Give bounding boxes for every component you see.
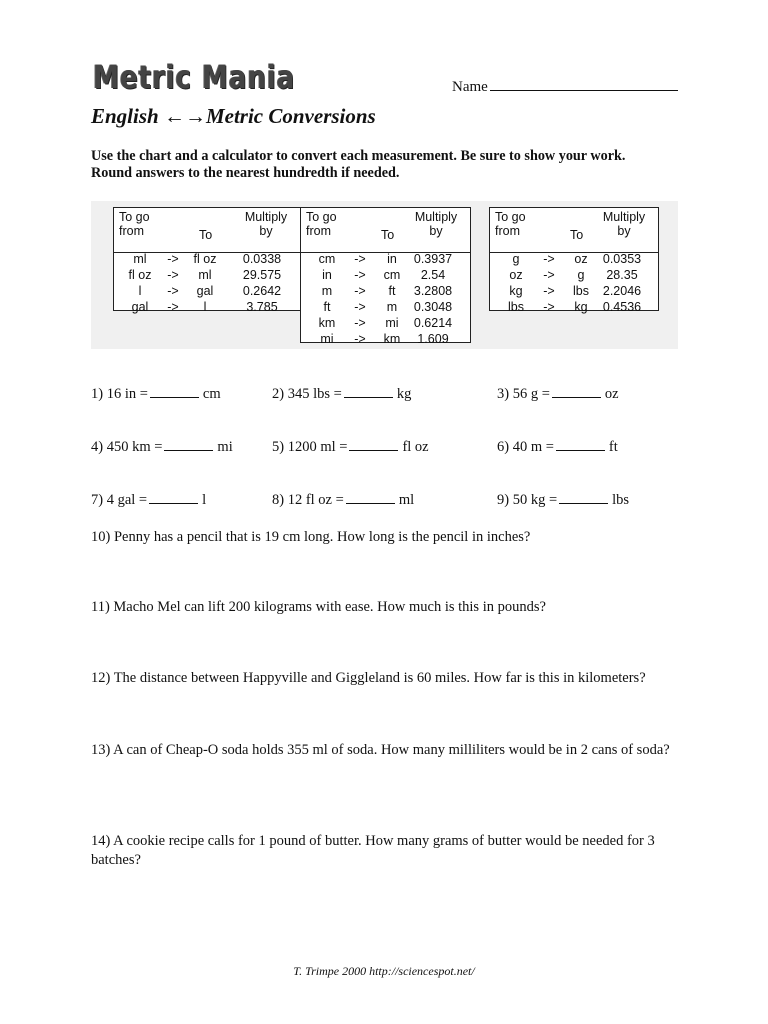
word-problem-13: 13) A can of Cheap-O soda holds 355 ml of soda. How many milliliters would be in 2 cans of soda? <box>91 742 670 758</box>
problem-2: 2) 345 lbs = kg <box>272 386 412 402</box>
problem-6: 6) 40 m = ft <box>497 439 618 455</box>
instructions-line-1: Use the chart and a calculator to convert each measurement. Be sure to show your work. <box>91 148 626 164</box>
table-header <box>301 210 470 253</box>
header-from: To go from <box>495 210 526 238</box>
name-field <box>452 76 678 96</box>
worksheet-logo: Metric Mania <box>93 58 296 96</box>
problem-4: 4) 450 km = mi <box>91 439 233 455</box>
table-row: lbs -> kg 0.4536 <box>508 300 642 314</box>
answer-blank[interactable] <box>556 438 605 451</box>
answer-blank[interactable] <box>344 385 393 398</box>
problem-9: 9) 50 kg = lbs <box>497 492 630 508</box>
answer-blank[interactable] <box>164 438 213 451</box>
header-multiply: Multiply by <box>414 210 458 238</box>
problem-1: 1) 16 in = cm <box>91 386 221 402</box>
table-row: mi -> km 1.609 <box>320 332 449 346</box>
conversion-table-length <box>300 207 471 346</box>
worksheet-title <box>91 104 376 129</box>
word-problem-11: 11) Macho Mel can lift 200 kilograms with ease. How much is this in pounds? <box>91 599 546 615</box>
problem-5: 5) 1200 ml = fl oz <box>272 439 429 455</box>
answer-blank[interactable] <box>150 385 199 398</box>
answer-blank[interactable] <box>149 491 198 504</box>
header-to: To <box>381 228 395 242</box>
title-metric: Metric Conversions <box>205 104 376 128</box>
problem-8: 8) 12 fl oz = ml <box>272 492 415 508</box>
header-multiply: Multiply by <box>602 210 646 238</box>
table-row: g -> oz 0.0353 <box>512 252 642 266</box>
name-label: Name <box>452 79 488 95</box>
name-blank-line[interactable] <box>490 76 678 91</box>
title-english: English <box>91 104 159 128</box>
instructions-line-2: Round answers to the nearest hundredth if needed. <box>91 165 400 181</box>
header-from: To go from <box>306 210 337 238</box>
table-row: in -> cm 2.54 <box>322 268 446 282</box>
problem-7: 7) 4 gal = l <box>91 492 207 508</box>
table-header <box>490 210 658 253</box>
header-from: To go from <box>119 210 150 238</box>
header-to: To <box>570 228 584 242</box>
word-problem-12: 12) The distance between Happyville and Giggleland is 60 miles. How far is this in kilometers? <box>91 670 646 686</box>
table-row: ml -> fl oz 0.0338 <box>133 252 282 266</box>
table-row: oz -> g 28.35 <box>509 268 638 282</box>
conversion-charts <box>91 201 678 349</box>
table-row: m -> ft 3.2808 <box>321 284 453 298</box>
word-problem-10: 10) Penny has a pencil that is 19 cm long. How long is the pencil in inches? <box>91 529 531 545</box>
conversion-table-mass <box>489 207 659 314</box>
answer-blank[interactable] <box>346 491 395 504</box>
table-row: kg -> lbs 2.2046 <box>509 284 642 298</box>
table-row: gal -> l 3.785 <box>131 300 278 314</box>
conversion-table-volume <box>113 207 301 314</box>
answer-blank[interactable] <box>552 385 601 398</box>
arrows-icon: ←→ <box>163 104 206 128</box>
header-multiply: Multiply by <box>244 210 288 238</box>
problem-3: 3) 56 g = oz <box>497 386 619 402</box>
answer-blank[interactable] <box>559 491 608 504</box>
table-header <box>114 210 300 253</box>
table-row: ft -> m 0.3048 <box>323 300 453 314</box>
table-row: l -> gal 0.2642 <box>138 284 282 298</box>
instructions <box>91 148 691 182</box>
answer-blank[interactable] <box>349 438 398 451</box>
table-row: fl oz -> ml 29.575 <box>128 268 282 282</box>
word-problem-14: 14) A cookie recipe calls for 1 pound of butter. How many grams of butter would be needed for 3 batches? <box>91 833 655 868</box>
table-row: km -> mi 0.6214 <box>318 316 453 330</box>
header-to: To <box>199 228 213 242</box>
table-row: cm -> in 0.3937 <box>318 252 453 266</box>
footer-credit: T. Trimpe 2000 http://sciencespot.net/ <box>293 964 475 978</box>
